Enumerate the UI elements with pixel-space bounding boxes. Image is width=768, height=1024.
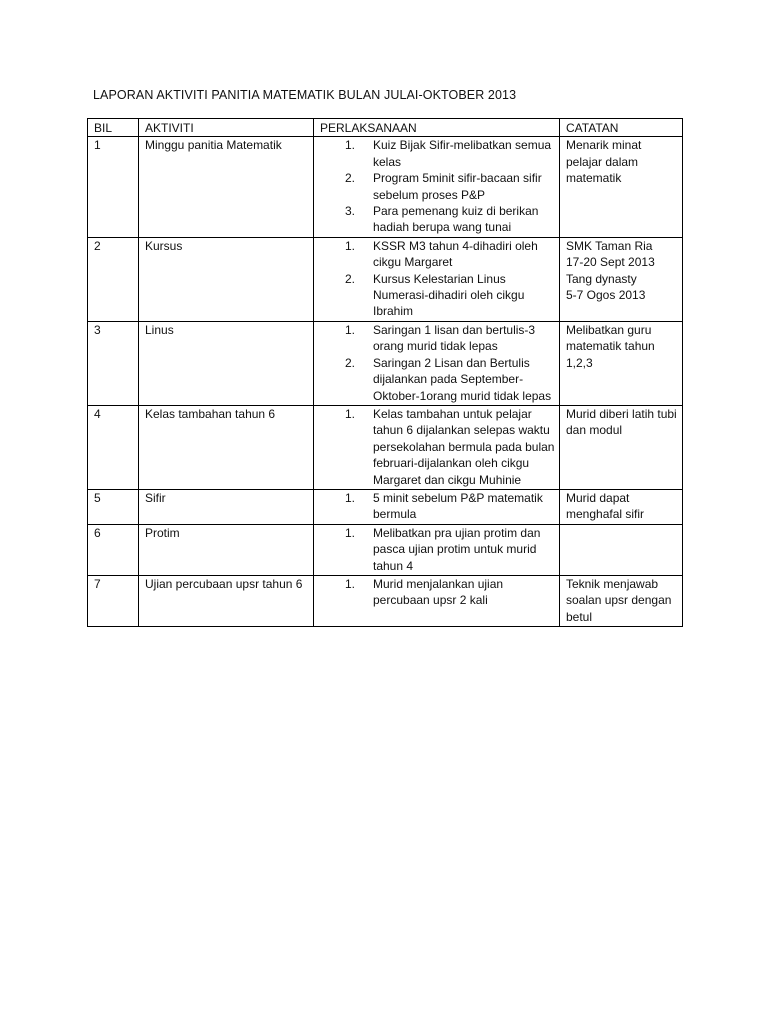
catatan-line: Menarik minat pelajar dalam matematik xyxy=(566,138,642,186)
cell-perlaksanaan xyxy=(314,524,560,575)
cell-bil: 4 xyxy=(88,405,139,489)
list-item xyxy=(320,355,555,404)
list-item xyxy=(320,576,555,609)
perlaksanaan-list xyxy=(320,406,555,488)
list-item-number: 2. xyxy=(345,355,356,370)
perlaksanaan-list xyxy=(320,137,555,235)
table-header-row xyxy=(88,119,683,137)
cell-perlaksanaan xyxy=(314,137,560,237)
list-item-text: Saringan 2 Lisan dan Bertulis dijalankan pada September-Oktober-1orang murid tidak lepas xyxy=(373,355,552,403)
catatan-line: SMK Taman Ria xyxy=(566,238,653,253)
cell-catatan xyxy=(560,575,683,626)
list-item xyxy=(320,137,555,170)
list-item-text: Kursus Kelestarian Linus Numerasi-dihadiri oleh cikgu Ibrahim xyxy=(373,271,525,319)
header-catatan: CATATAN xyxy=(560,119,683,137)
table-row xyxy=(88,237,683,321)
catatan-line: Teknik menjawab soalan upsr dengan betul xyxy=(566,576,672,624)
perlaksanaan-list xyxy=(320,238,555,320)
cell-catatan xyxy=(560,321,683,405)
list-item-number: 2. xyxy=(345,171,356,186)
cell-perlaksanaan xyxy=(314,321,560,405)
table-body xyxy=(88,137,683,627)
list-item-number: 1. xyxy=(345,238,356,253)
list-item-text: 5 minit sebelum P&P matematik bermula xyxy=(373,490,543,522)
cell-bil: 3 xyxy=(88,321,139,405)
cell-aktiviti: Sifir xyxy=(139,489,314,524)
cell-catatan xyxy=(560,137,683,237)
table-row xyxy=(88,575,683,626)
activity-report-table xyxy=(87,118,683,627)
list-item-number: 1. xyxy=(345,406,356,421)
list-item xyxy=(320,525,555,574)
cell-perlaksanaan xyxy=(314,575,560,626)
list-item-number: 1. xyxy=(345,576,356,591)
cell-catatan xyxy=(560,405,683,489)
document-title: LAPORAN AKTIVITI PANITIA MATEMATIK BULAN JULAI-OKTOBER 2013 xyxy=(93,88,517,102)
list-item xyxy=(320,271,555,320)
list-item-text: Kuiz Bijak Sifir-melibatkan semua kelas xyxy=(373,138,552,169)
header-aktiviti: AKTIVITI xyxy=(139,119,314,137)
table-row xyxy=(88,405,683,489)
perlaksanaan-list xyxy=(320,322,555,404)
list-item-number: 1. xyxy=(345,138,356,153)
cell-perlaksanaan xyxy=(314,405,560,489)
header-perlaksanaan: PERLAKSANAAN xyxy=(314,119,560,137)
cell-bil: 5 xyxy=(88,489,139,524)
list-item xyxy=(320,203,555,236)
catatan-line: Melibatkan guru matematik tahun 1,2,3 xyxy=(566,322,655,370)
catatan-line: Murid diberi latih tubi dan modul xyxy=(566,406,677,438)
cell-catatan xyxy=(560,489,683,524)
list-item-number: 1. xyxy=(345,322,356,337)
catatan-line: Murid dapat menghafal sifir xyxy=(566,490,645,522)
header-bil: BIL xyxy=(88,119,139,137)
list-item-text: Program 5minit sifir-bacaan sifir sebelum proses P&P xyxy=(373,171,542,202)
cell-aktiviti: Kursus xyxy=(139,237,314,321)
list-item-text: Para pemenang kuiz di berikan hadiah berupa wang tunai xyxy=(373,204,539,235)
catatan-line: 5-7 Ogos 2013 xyxy=(566,288,646,303)
table-row xyxy=(88,137,683,237)
list-item-text: Saringan 1 lisan dan bertulis-3 orang murid tidak lepas xyxy=(373,322,536,354)
list-item-text: Kelas tambahan untuk pelajar tahun 6 dijalankan selepas waktu persekolahan bermula pada bulan februari-dijalankan oleh cikgu Margaret dan cikgu Muhinie xyxy=(373,406,555,487)
cell-catatan xyxy=(560,237,683,321)
cell-aktiviti: Minggu panitia Matematik xyxy=(139,137,314,237)
cell-bil: 1 xyxy=(88,137,139,237)
table-row xyxy=(88,489,683,524)
list-item-text: Murid menjalankan ujian percubaan upsr 2 kali xyxy=(373,576,504,608)
perlaksanaan-list xyxy=(320,490,555,523)
catatan-line: Tang dynasty xyxy=(566,271,637,286)
cell-aktiviti: Protim xyxy=(139,524,314,575)
list-item-number: 3. xyxy=(345,204,356,219)
cell-bil: 2 xyxy=(88,237,139,321)
catatan-line: 17-20 Sept 2013 xyxy=(566,255,655,270)
list-item-number: 1. xyxy=(345,525,356,540)
perlaksanaan-list xyxy=(320,576,555,609)
cell-perlaksanaan xyxy=(314,489,560,524)
list-item-number: 1. xyxy=(345,490,356,505)
list-item xyxy=(320,406,555,488)
cell-bil: 6 xyxy=(88,524,139,575)
table-row xyxy=(88,524,683,575)
perlaksanaan-list xyxy=(320,525,555,574)
list-item xyxy=(320,322,555,355)
cell-aktiviti: Ujian percubaan upsr tahun 6 xyxy=(139,575,314,626)
list-item xyxy=(320,170,555,203)
cell-aktiviti: Linus xyxy=(139,321,314,405)
table-row xyxy=(88,321,683,405)
list-item xyxy=(320,490,555,523)
list-item-text: Melibatkan pra ujian protim dan pasca ujian protim untuk murid tahun 4 xyxy=(373,525,541,573)
list-item xyxy=(320,238,555,271)
cell-aktiviti: Kelas tambahan tahun 6 xyxy=(139,405,314,489)
cell-bil: 7 xyxy=(88,575,139,626)
list-item-number: 2. xyxy=(345,271,356,286)
cell-perlaksanaan xyxy=(314,237,560,321)
cell-catatan xyxy=(560,524,683,575)
list-item-text: KSSR M3 tahun 4-dihadiri oleh cikgu Margaret xyxy=(373,238,538,270)
